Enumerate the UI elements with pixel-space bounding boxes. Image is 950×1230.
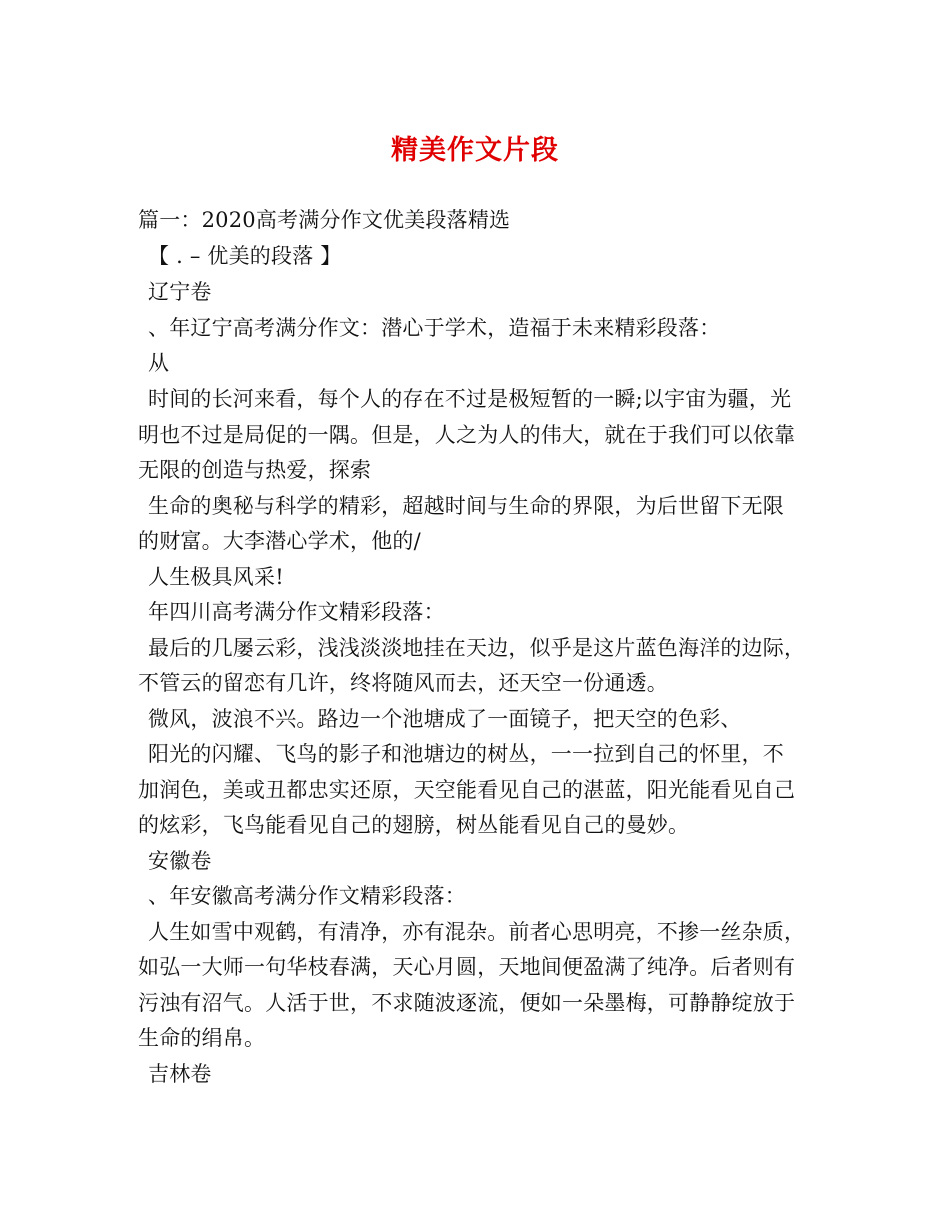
paragraph-line: 时间的长河来看，每个人的存在不过是极短暂的一瞬;以宇宙为疆，光 (148, 387, 792, 411)
region-label: 辽宁卷 (148, 280, 212, 304)
paragraph-line: 无限的创造与热爱，探索 (138, 458, 372, 482)
paragraph-line: 最后的几屡云彩，浅浅淡淡地挂在天边，似乎是这片蓝色海洋的边际， (148, 636, 806, 660)
paragraph-line: 明也不过是局促的一隅。但是，人之为人的伟大，就在于我们可以依靠 (138, 423, 796, 447)
paragraph-line: 年四川高考满分作文精彩段落： (148, 600, 445, 624)
paragraph-line: 不管云的留恋有几许，终将随风而去，还天空一份通透。 (138, 671, 668, 695)
paragraph-line: 人生如雪中观鹤，有清净，亦有混杂。前者心思明亮，不掺一丝杂质， (148, 920, 806, 944)
paragraph-line: 如弘一大师一句华枝春满，天心月圆，天地间便盈满了纯净。后者则有 (138, 955, 796, 979)
paragraph-line: 加润色，美或丑都忠实还原，天空能看见自己的湛蓝，阳光能看见自己 (138, 778, 796, 802)
page-title: 精美作文片段 (391, 135, 559, 166)
paragraph-line: 生命的绢帛。 (138, 1026, 266, 1050)
subheading: 【 . – 优美的段落 】 (148, 244, 342, 268)
paragraph-line: 人生极具风采! (148, 565, 284, 589)
paragraph-line: 从 (148, 351, 170, 375)
region-label: 吉林卷 (148, 1062, 212, 1086)
region-label: 安徽卷 (148, 849, 212, 873)
paragraph-line: 生命的奥秘与科学的精彩，超越时间与生命的界限，为后世留下无限 (148, 494, 784, 518)
paragraph-line: 微风，波浪不兴。路边一个池塘成了一面镜子，把天空的色彩、 (148, 707, 742, 731)
paragraph-line: 污浊有沼气。人活于世，不求随波逐流，便如一朵墨梅，可静静绽放于 (138, 991, 796, 1015)
paragraph-line: 、年辽宁高考满分作文：潜心于学术，造福于未来精彩段落： (148, 316, 721, 340)
paragraph-line: 阳光的闪耀、飞鸟的影子和池塘边的树丛，一一拉到自己的怀里，不 (148, 742, 784, 766)
paragraph-line: 、年安徽高考满分作文精彩段落： (148, 884, 466, 908)
section-heading: 篇一：2020高考满分作文优美段落精选 (138, 208, 511, 232)
paragraph-line: 的炫彩，飞鸟能看见自己的翅膀，树丛能看见自己的曼妙。 (138, 813, 690, 837)
paragraph-line: 的财富。大李潜心学术，他的/ (138, 529, 421, 553)
